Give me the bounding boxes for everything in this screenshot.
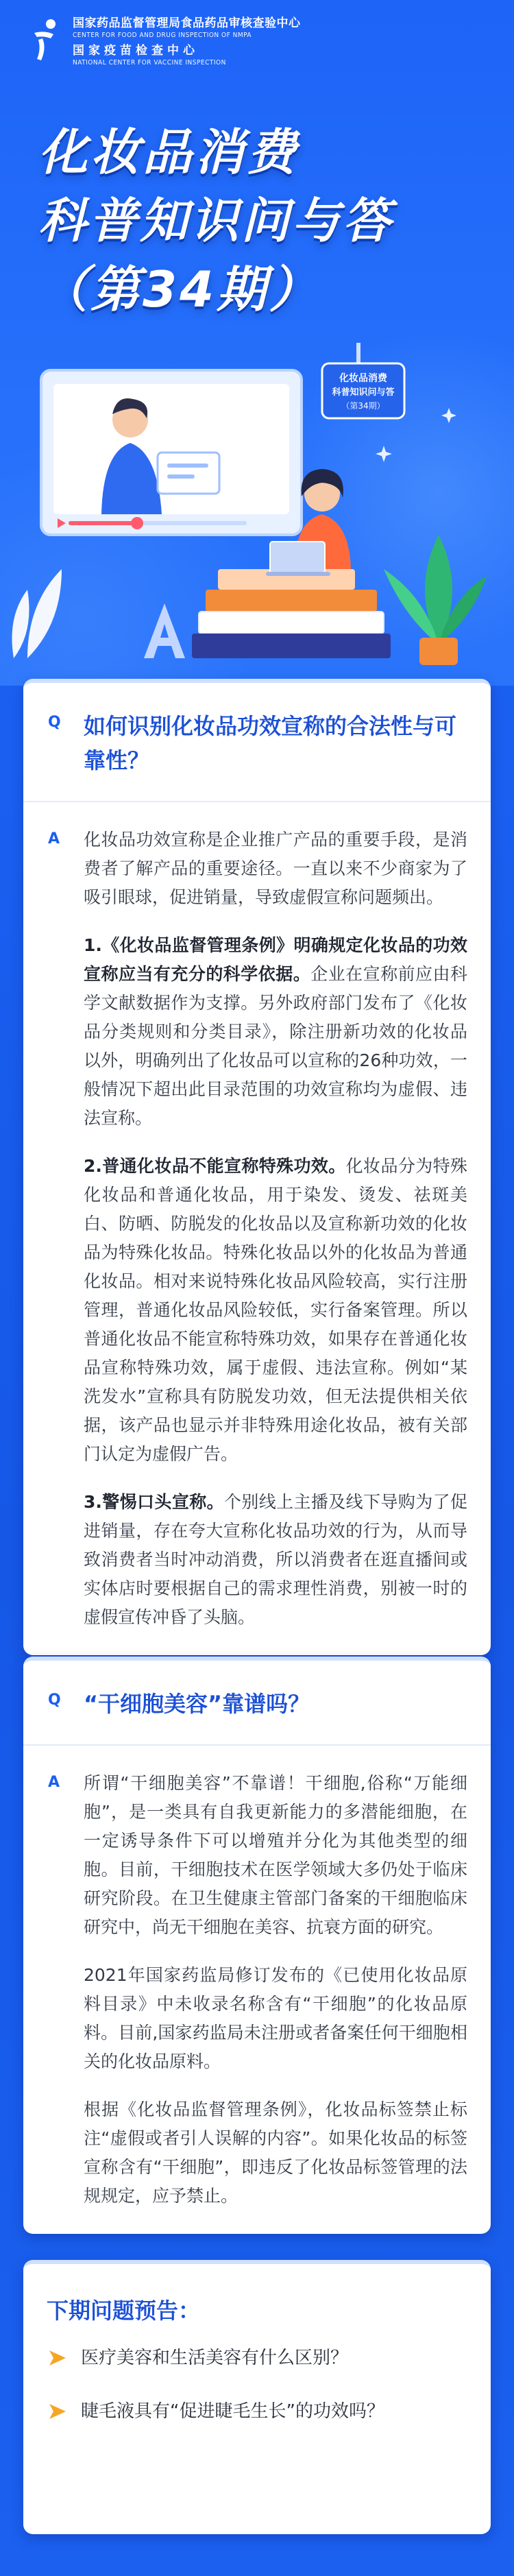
org-logo-icon [30, 18, 60, 62]
org-name-en-2: NATIONAL CENTER FOR VACCINE INSPECTION [73, 59, 226, 67]
preview-item [23, 2344, 491, 2372]
question-text: 如何识别化妆品功效宣称的合法性与可靠性？ [84, 713, 457, 773]
answer-paragraph-lead: 3.警惕口头宣称。 [84, 1492, 224, 1512]
letter-a-decoration-icon [144, 603, 185, 658]
question-row [23, 1661, 491, 1746]
qa-card-1 [23, 679, 491, 1655]
org-name-block [73, 16, 301, 68]
answer-row [23, 1746, 491, 2234]
answer-paragraph [84, 1488, 467, 1632]
question-text: “干细胞美容”靠谱吗？ [84, 1691, 310, 1717]
org-logo-row [30, 12, 469, 67]
answer-badge: A [48, 830, 60, 847]
preview-title: 下期问题预告： [47, 2298, 201, 2324]
issue-sign-board [322, 343, 404, 418]
hero-illustration [0, 343, 514, 672]
board-text-1: 化妆品消费 [339, 373, 387, 384]
qa-card-2 [23, 1657, 491, 2234]
leaf-icon [12, 569, 62, 658]
preview-item-text: 医疗美容和生活美容有什么区别？ [81, 2348, 349, 2368]
answer-badge: A [48, 1774, 60, 1791]
answer-paragraph [84, 931, 467, 1133]
org-name-cn: 国家药品监督管理局食品药品审核查验中心 [73, 16, 301, 30]
answer-paragraph-text: 根据《化妆品监督管理条例》，化妆品标签禁止标注“虚假或者引人误解的内容”。如果化妆品的标签宣称含有“干细胞”，即违反了化妆品标签管理的法规规定，应予禁止。 [84, 2099, 467, 2206]
answer-paragraph [84, 1769, 467, 1942]
title-line-3: （第34期） [38, 261, 321, 318]
answer-row [23, 802, 491, 1655]
preview-item-text: 睫毛液具有“促进睫毛生长”的功效吗？ [81, 2401, 384, 2422]
answer-paragraph-text: 所谓“干细胞美容”不靠谱！干细胞,俗称“万能细胞”，是一类具有自我更新能力的多潜能细胞，在一定诱导条件下可以增殖并分化为其他类型的细胞。目前，干细胞技术在医学领域大多仍处于临床研究阶段。在卫生健康主管部门备案的干细胞临床研究中，尚无干细胞在美容、抗衰方面的研究。 [84, 1773, 467, 1937]
answer-paragraph-lead: 1.《化妆品监督管理条例》明确规定化妆品的功效宣称应当有充分的科学依据。 [84, 935, 467, 984]
title-line-1: 化妆品消费 [38, 123, 299, 181]
org-name-cn-2: 国家疫苗检查中心 [73, 44, 199, 58]
header-banner [0, 0, 514, 686]
answer-paragraph-text: 企业在宣称前应由科学文献数据作为支撑。另外政府部门发布了《化妆品分类规则和分类目录》，除注册新功效的化妆品以外，明确列出了化妆品可以宣称的26种功效，一般情况下超出此目录范围的功效宣称均为虚假、违法宣称。 [84, 964, 467, 1128]
answer-paragraph-text: 化妆品功效宣称是企业推广产品的重要手段，是消费者了解产品的重要途径。一直以来不少商家为了吸引眼球，促进销量，导致虚假宣称问题频出。 [84, 830, 467, 907]
answer-paragraph [84, 2095, 467, 2211]
answer-paragraph-text: 化妆品分为特殊化妆品和普通化妆品，用于染发、烫发、祛斑美白、防晒、防脱发的化妆品以及宣称新功效的化妆品为特殊化妆品。特殊化妆品以外的化妆品为普通化妆品。相对来说特殊化妆品风险较高，实行注册管理，普通化妆品风险较低，实行备案管理。所以普通化妆品不能宣称特殊功效，如果存在普通化妆品宣称特殊功效，属于虚假、违法宣称。例如“某洗发水”宣称具有防脱发功效，但无法提供相关依据，该产品也显示并非特殊用途化妆品，被有关部门认定为虚假广告。 [84, 1156, 467, 1464]
answer-paragraph [84, 1961, 467, 2076]
board-text-3: （第34期） [341, 401, 385, 411]
arrow-right-icon [48, 2349, 67, 2367]
question-badge: Q [48, 714, 61, 731]
books-stack-icon [192, 569, 391, 658]
question-row [23, 683, 491, 802]
arrow-right-icon [48, 2403, 67, 2420]
answer-paragraph-lead: 2.普通化妆品不能宣称特殊功效。 [84, 1156, 346, 1176]
answer-paragraph-text: 2021年国家药监局修订发布的《已使用化妆品原料目录》中未收录名称含有“干细胞”的化妆品原料。目前,国家药监局未注册或者备案任何干细胞相关的化妆品原料。 [84, 1965, 467, 2071]
board-text-2: 科普知识问与答 [332, 387, 395, 398]
org-name-en: CENTER FOR FOOD AND DRUG INSPECTION OF NMPA [73, 32, 252, 39]
page-title [38, 118, 393, 324]
question-badge: Q [48, 1692, 61, 1709]
answer-paragraph [84, 1152, 467, 1469]
answer-paragraph [84, 826, 467, 912]
preview-item [23, 2397, 491, 2426]
title-line-2: 科普知识问与答 [38, 193, 393, 249]
answer-paragraph-text: 个别线上主播及线下导购为了促进销量，存在夸大宣称化妆品功效的行为，从而导致消费者当时冲动消费，所以消费者在逛直播间或实体店时要根据自己的需求理性消费，别被一时的虚假宣传冲昏了头脑。 [84, 1492, 467, 1627]
plant-icon [384, 535, 487, 665]
next-issue-preview-card [23, 2260, 491, 2534]
